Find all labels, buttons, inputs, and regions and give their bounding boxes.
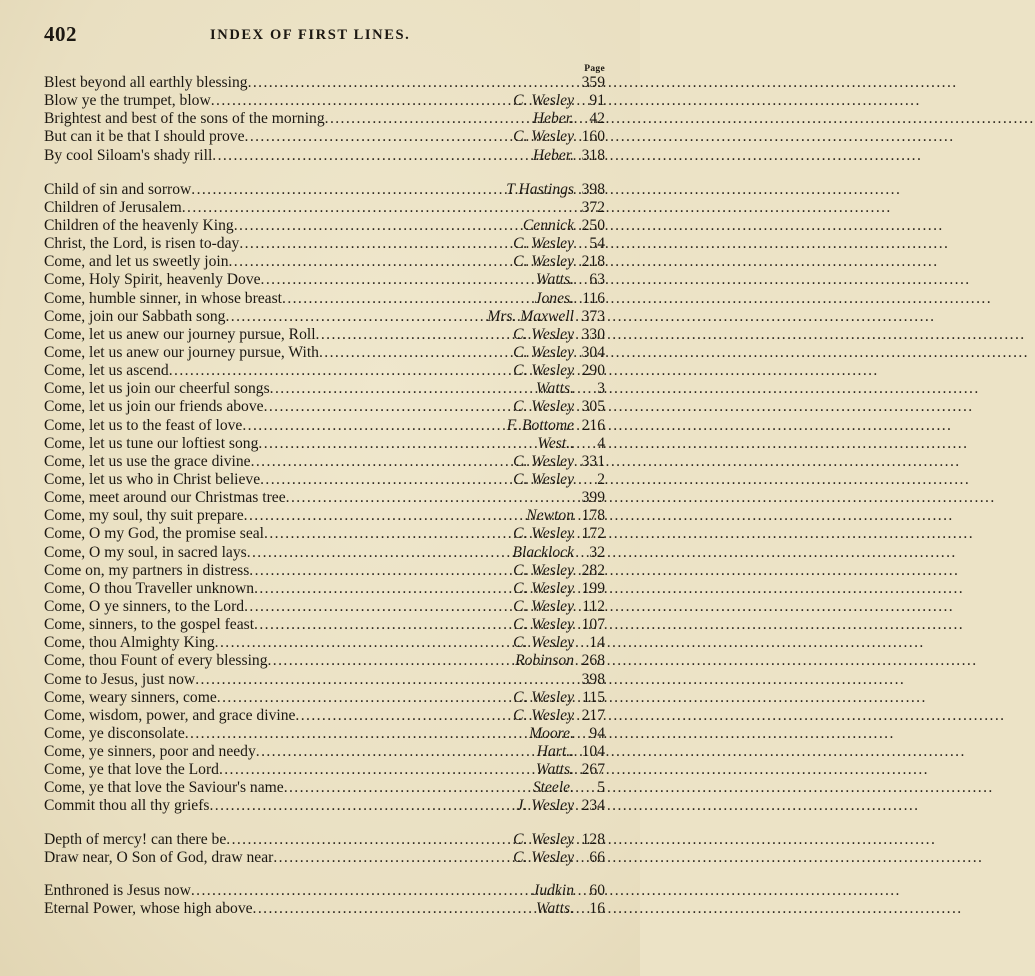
hymn-number: 3	[597, 380, 605, 398]
index-entry	[44, 743, 605, 761]
hymn-author: Hart..	[536, 743, 574, 761]
index-entry	[44, 92, 605, 110]
hymn-author: Cennick	[522, 216, 574, 234]
hymn-author: Watts.	[536, 900, 574, 918]
index-entry	[44, 128, 605, 146]
dot-leader	[182, 199, 573, 217]
hymn-first-line: Come, humble sinner, in whose breast	[44, 289, 283, 307]
index-entry	[44, 110, 605, 128]
dot-leader	[217, 689, 512, 707]
hymn-number: 4	[597, 434, 605, 452]
hymn-number: 216	[581, 416, 605, 434]
hymn-first-line: Come, let us anew our journey pursue, With	[44, 343, 319, 361]
hymn-author: C. Wesley	[513, 452, 574, 470]
dot-leader	[195, 671, 573, 689]
hymn-author: C. Wesley	[513, 579, 574, 597]
hymn-first-line: Come, let us to the feast of love	[44, 416, 243, 434]
index-entry	[44, 362, 605, 380]
hymn-number: 372	[581, 198, 605, 216]
hymn-number: 268	[581, 652, 605, 670]
index-entry	[44, 290, 605, 308]
dot-leader	[219, 761, 535, 779]
hymn-author: C. Wesley	[513, 525, 574, 543]
index-entry	[44, 326, 605, 344]
hymn-first-line: Come, ye disconsolate	[44, 724, 185, 742]
dot-leader	[211, 92, 512, 110]
dot-leader	[282, 290, 534, 308]
hymn-author: C. Wesley	[513, 848, 574, 866]
hymn-author: West..	[537, 434, 574, 452]
hymn-first-line: Blow ye the trumpet, blow	[44, 92, 211, 110]
group-spacer	[44, 867, 605, 882]
hymn-number: 330	[581, 325, 605, 343]
page-number: 402	[44, 22, 77, 46]
hymn-number: 398	[581, 670, 605, 688]
index-entry	[44, 253, 605, 271]
hymn-author: Watts.	[536, 761, 574, 779]
index-entry	[44, 616, 605, 634]
dot-leader	[260, 471, 512, 489]
hymn-author: J. Wesley	[516, 797, 574, 815]
dot-leader	[244, 598, 512, 616]
dot-leader	[251, 453, 513, 471]
hymn-number: 305	[581, 398, 605, 416]
index-entry	[44, 398, 605, 416]
dot-leader	[268, 652, 515, 670]
hymn-number: 94	[589, 724, 605, 742]
hymn-first-line: Come, ye that love the Lord	[44, 761, 219, 779]
dot-leader	[209, 797, 515, 815]
index-entry	[44, 489, 605, 507]
dot-leader	[212, 147, 532, 165]
hymn-first-line: Christ, the Lord, is risen to-day	[44, 235, 240, 253]
dot-leader	[316, 326, 513, 344]
hymn-first-line: Brightest and best of the sons of the morning	[44, 110, 325, 128]
index-entry	[44, 779, 605, 797]
hymn-first-line: Children of the heavenly King	[44, 216, 234, 234]
index-entry	[44, 74, 605, 92]
hymn-author: Heber.	[532, 146, 574, 164]
dot-leader	[270, 380, 535, 398]
hymn-first-line: But can it be that I should prove	[44, 128, 245, 146]
hymn-author: Watts.	[536, 271, 574, 289]
hymn-number: 14	[589, 634, 605, 652]
index-entry	[44, 380, 605, 398]
hymn-first-line: Come, let us ascend	[44, 362, 169, 380]
dot-leader	[191, 882, 532, 900]
index-entry	[44, 797, 605, 815]
hymn-author: Mrs. Maxwell	[487, 307, 574, 325]
dot-leader	[258, 435, 536, 453]
hymn-author: C. Wesley	[513, 253, 574, 271]
dot-leader	[295, 707, 512, 725]
hymn-number: 160	[581, 128, 605, 146]
hymn-first-line: Commit thou all thy griefs	[44, 797, 210, 815]
index-entry	[44, 471, 605, 489]
hymn-number: 399	[581, 489, 605, 507]
index-entry	[44, 831, 605, 849]
hymn-author: F. Bottome	[506, 416, 574, 434]
hymn-author: C. Wesley	[513, 830, 574, 848]
hymn-first-line: Come, Holy Spirit, heavenly Dove	[44, 271, 261, 289]
dot-leader	[284, 779, 532, 797]
hymn-author: C. Wesley	[513, 325, 574, 343]
running-header	[44, 22, 610, 48]
index-entry	[44, 344, 605, 362]
hymn-number: 359	[581, 74, 605, 91]
hymn-author: C. Wesley	[513, 470, 574, 488]
hymn-first-line: Come, let us who in Christ believe	[44, 470, 261, 488]
index-entry	[44, 453, 605, 471]
hymn-author: Jones.	[534, 289, 574, 307]
hymn-number: 218	[581, 253, 605, 271]
hymn-author: Heber.	[532, 110, 574, 128]
dot-leader	[273, 849, 512, 867]
hymn-author: C. Wesley	[513, 343, 574, 361]
hymn-number: 2	[597, 470, 605, 488]
hymn-author: C. Wesley	[513, 706, 574, 724]
dot-leader	[234, 217, 522, 235]
hymn-first-line: Enthroned is Jesus now	[44, 881, 191, 899]
hymn-number: 116	[582, 289, 605, 307]
hymn-author: C. Wesley	[513, 616, 574, 634]
index-entry	[44, 235, 605, 253]
hymn-first-line: Blest beyond all earthly blessing	[44, 74, 248, 91]
hymn-author: Judkin	[532, 881, 574, 899]
hymn-first-line: Come on, my partners in distress	[44, 561, 250, 579]
dot-leader	[248, 74, 573, 92]
hymn-first-line: Come to Jesus, just now	[44, 670, 196, 688]
dot-leader	[245, 128, 513, 146]
hymn-first-line: Come, weary sinners, come	[44, 688, 217, 706]
index-entry	[44, 652, 605, 670]
hymn-number: 42	[589, 110, 605, 128]
index-entry	[44, 417, 605, 435]
dot-leader	[261, 271, 535, 289]
hymn-author: C. Wesley	[513, 561, 574, 579]
index-entry	[44, 271, 605, 289]
hymn-author: Moore.	[529, 724, 574, 742]
index-entry	[44, 671, 605, 689]
hymn-number: 16	[589, 900, 605, 918]
hymn-author: C. Wesley	[513, 235, 574, 253]
index-entry	[44, 525, 605, 543]
hymn-number: 282	[581, 561, 605, 579]
hymn-first-line: Come, let us use the grace divine	[44, 452, 251, 470]
dot-leader	[325, 110, 532, 128]
dot-leader	[319, 344, 512, 362]
index-entry	[44, 562, 605, 580]
hymn-author: Watts.	[536, 380, 574, 398]
hymn-first-line: Come, let us join our cheerful songs	[44, 380, 270, 398]
hymn-first-line: Come, O thou Traveller unknown	[44, 579, 255, 597]
index-entry	[44, 217, 605, 235]
index-entry	[44, 707, 605, 725]
hymn-number: 32	[589, 543, 605, 561]
dot-leader	[249, 562, 512, 580]
hymn-first-line: Come, let us anew our journey pursue, Roll	[44, 325, 316, 343]
dot-leader	[253, 900, 535, 918]
hymn-author: Newton	[526, 507, 574, 525]
hymn-first-line: Children of Jerusalem	[44, 198, 182, 216]
dot-leader	[215, 634, 512, 652]
hymn-number: 60	[589, 881, 605, 899]
running-title: INDEX OF FIRST LINES.	[210, 27, 411, 43]
hymn-number: 373	[581, 307, 605, 325]
group-spacer	[44, 165, 605, 181]
dot-leader	[247, 544, 512, 562]
dot-leader	[169, 362, 512, 380]
hymn-number: 199	[581, 579, 605, 597]
page-column-label: Page	[584, 64, 605, 74]
index-entry	[44, 181, 605, 199]
dot-leader	[185, 725, 528, 743]
hymn-first-line: Come, wisdom, power, and grace divine	[44, 706, 296, 724]
hymn-number: 115	[582, 688, 605, 706]
hymn-first-line: Eternal Power, whose high above	[44, 900, 253, 918]
group-spacer	[44, 816, 605, 831]
hymn-author: Robinson	[515, 652, 574, 670]
hymn-number: 234	[581, 797, 605, 815]
hymn-first-line: Come, join our Sabbath song	[44, 307, 226, 325]
hymn-first-line: Come, ye sinners, poor and needy	[44, 743, 256, 761]
index-entry	[44, 882, 605, 900]
index-entry	[44, 199, 605, 217]
hymn-author: C. Wesley	[513, 128, 574, 146]
dot-leader	[264, 525, 512, 543]
dot-leader	[226, 831, 512, 849]
hymn-first-line: Come, thou Almighty King	[44, 634, 215, 652]
dot-leader	[244, 507, 526, 525]
index-entry	[44, 725, 605, 743]
hymn-first-line: Come, O my soul, in sacred lays	[44, 543, 247, 561]
hymn-first-line: Come, O my God, the promise seal	[44, 525, 265, 543]
hymn-first-line: Come, O ye sinners, to the Lord	[44, 597, 245, 615]
index-entry	[44, 849, 605, 867]
hymn-first-line: Come, sinners, to the gospel feast	[44, 616, 255, 634]
index-entry	[44, 507, 605, 525]
hymn-first-line: Come, my soul, thy suit prepare	[44, 507, 244, 525]
dot-leader	[256, 743, 536, 761]
dot-leader	[286, 489, 573, 507]
hymn-author: T Hastings	[506, 180, 574, 198]
index-entry	[44, 308, 605, 326]
hymn-first-line: Draw near, O Son of God, draw near	[44, 848, 274, 866]
hymn-number: 250	[581, 216, 605, 234]
dot-leader	[254, 580, 512, 598]
hymn-number: 217	[581, 706, 605, 724]
hymn-author: Steele.	[532, 779, 574, 797]
dot-leader	[229, 253, 513, 271]
first-lines-index	[44, 74, 605, 918]
hymn-author: C. Wesley	[513, 597, 574, 615]
dot-leader	[191, 181, 505, 199]
dot-leader	[242, 417, 505, 435]
hymn-number: 304	[581, 343, 605, 361]
hymn-first-line: Come, ye that love the Saviour's name	[44, 779, 284, 797]
hymn-author: C. Wesley	[513, 92, 574, 110]
hymn-number: 66	[589, 848, 605, 866]
index-entry	[44, 761, 605, 779]
dot-leader	[239, 235, 512, 253]
hymn-number: 54	[589, 235, 605, 253]
hymn-first-line: Come, meet around our Christmas tree	[44, 489, 286, 507]
index-entry	[44, 689, 605, 707]
hymn-author: C. Wesley	[513, 634, 574, 652]
hymn-author: Blacklock	[512, 543, 574, 561]
hymn-first-line: Child of sin and sorrow	[44, 180, 192, 198]
hymn-number: 107	[581, 616, 605, 634]
hymn-first-line: Depth of mercy! can there be	[44, 830, 227, 848]
hymn-number: 91	[589, 92, 605, 110]
index-entry	[44, 580, 605, 598]
hymn-number: 318	[581, 146, 605, 164]
hymn-number: 267	[581, 761, 605, 779]
hymn-first-line: Come, thou Fount of every blessing	[44, 652, 268, 670]
hymn-number: 63	[589, 271, 605, 289]
index-entry	[44, 544, 605, 562]
hymn-author: C. Wesley	[513, 688, 574, 706]
hymn-number: 398	[581, 180, 605, 198]
hymn-number: 178	[581, 507, 605, 525]
hymn-number: 5	[597, 779, 605, 797]
index-entry	[44, 598, 605, 616]
hymn-first-line: Come, and let us sweetly join	[44, 253, 229, 271]
index-entry	[44, 634, 605, 652]
hymn-number: 172	[581, 525, 605, 543]
hymn-first-line: Come, let us join our friends above	[44, 398, 264, 416]
index-entry	[44, 900, 605, 918]
hymn-first-line: By cool Siloam's shady rill	[44, 146, 213, 164]
hymn-number: 128	[581, 830, 605, 848]
hymn-author: C. Wesley	[513, 398, 574, 416]
hymn-author: C. Wesley	[513, 362, 574, 380]
index-entry	[44, 147, 605, 165]
index-entry	[44, 435, 605, 453]
hymn-first-line: Come, let us tune our loftiest song	[44, 434, 259, 452]
dot-leader	[264, 398, 513, 416]
hymn-number: 104	[581, 743, 605, 761]
dot-leader	[254, 616, 512, 634]
hymn-number: 112	[582, 597, 605, 615]
hymn-number: 331	[581, 452, 605, 470]
hymn-number: 290	[581, 362, 605, 380]
dot-leader	[225, 308, 486, 326]
